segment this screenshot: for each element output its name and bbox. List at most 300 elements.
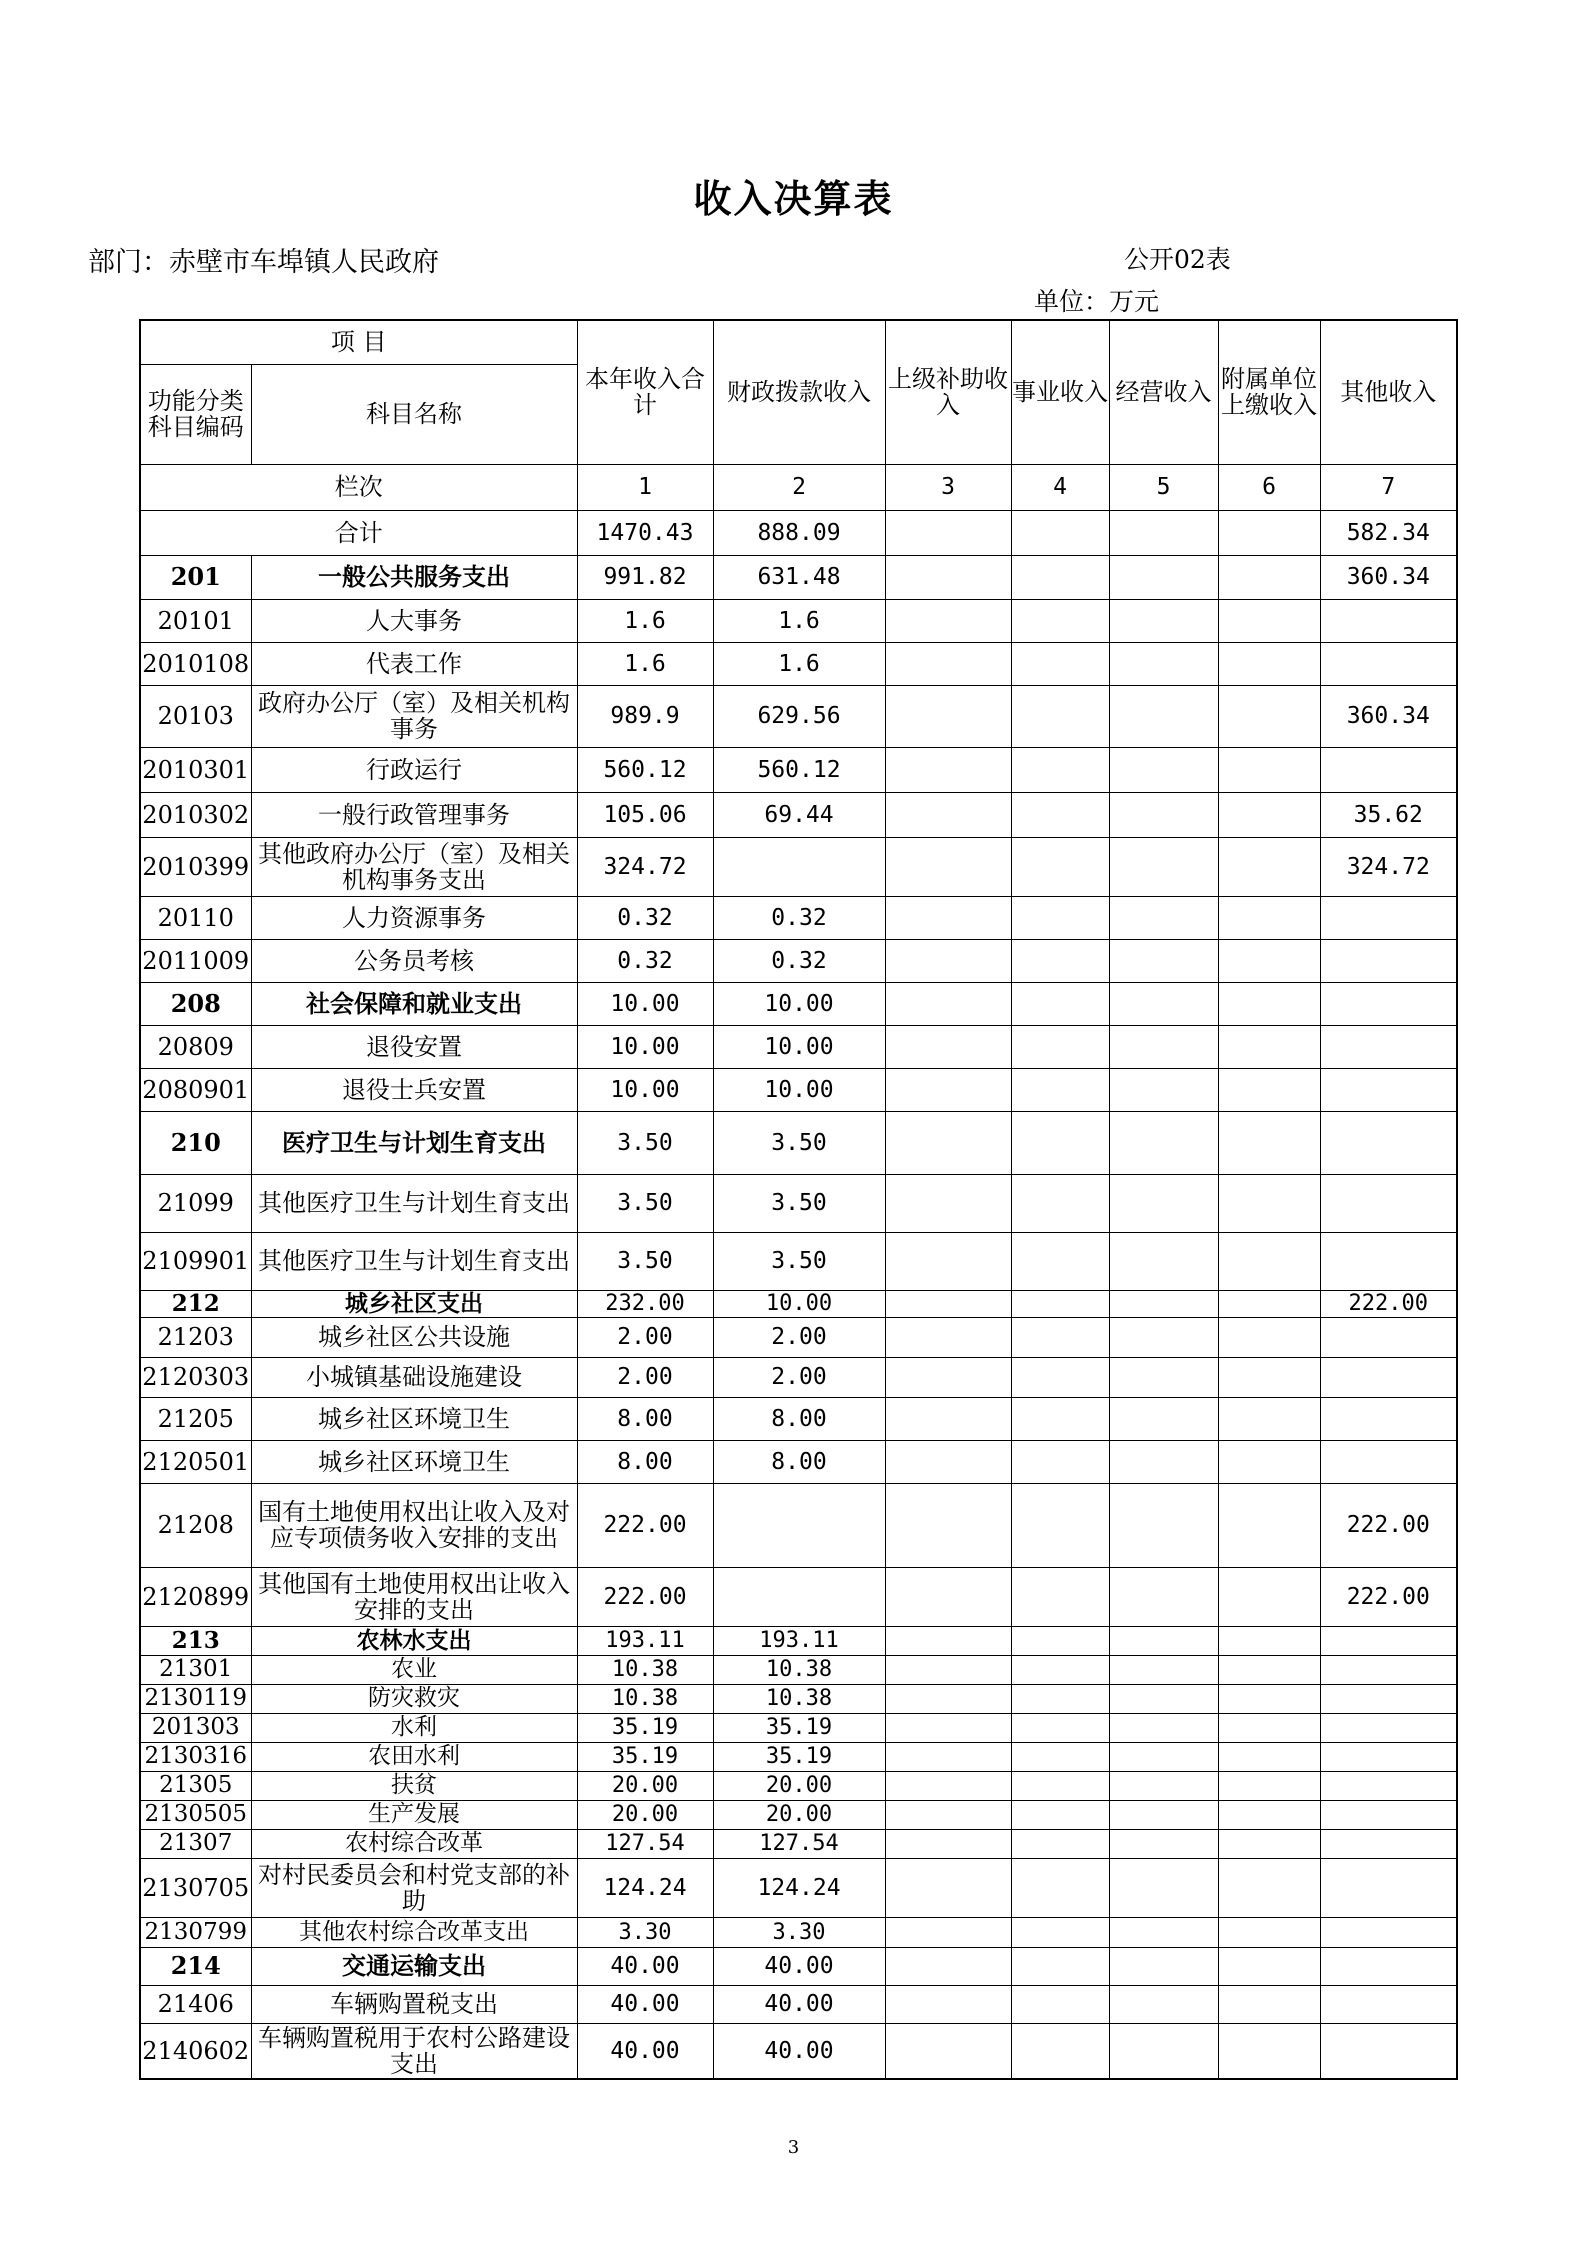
row-value-5	[1109, 1947, 1218, 1985]
row-value-1: 10.38	[577, 1684, 713, 1713]
table-row	[140, 555, 1457, 599]
row-value-6	[1218, 1713, 1320, 1742]
row-value-7	[1320, 1440, 1457, 1483]
table-row	[140, 685, 1457, 747]
table-row	[140, 1111, 1457, 1174]
row-value-6	[1218, 1068, 1320, 1111]
row-value-3	[885, 642, 1011, 685]
header-item: 项 目	[140, 320, 577, 364]
row-code: 210	[140, 1111, 251, 1174]
row-value-4	[1011, 1483, 1109, 1567]
row-name: 退役士兵安置	[251, 1068, 577, 1111]
row-code: 21205	[140, 1397, 251, 1440]
row-value-6	[1218, 1232, 1320, 1290]
row-value-5	[1109, 642, 1218, 685]
row-value-3	[885, 1357, 1011, 1397]
row-value-7	[1320, 1800, 1457, 1829]
row-value-3	[885, 1829, 1011, 1858]
table-row	[140, 1800, 1457, 1829]
row-value-1: 10.00	[577, 1025, 713, 1068]
header-col-7: 其他收入	[1320, 320, 1457, 464]
row-value-5	[1109, 747, 1218, 792]
row-value-1: 40.00	[577, 1985, 713, 2023]
row-value-7	[1320, 747, 1457, 792]
row-value-2: 20.00	[713, 1800, 885, 1829]
row-value-4	[1011, 1713, 1109, 1742]
row-value-3	[885, 1567, 1011, 1626]
row-code: 21305	[140, 1771, 251, 1800]
header-code: 功能分类科目编码	[140, 364, 251, 464]
row-value-4	[1011, 1317, 1109, 1357]
row-value-5	[1109, 1800, 1218, 1829]
row-value-4	[1011, 1357, 1109, 1397]
table-row	[140, 1829, 1457, 1858]
row-name: 小城镇基础设施建设	[251, 1357, 577, 1397]
row-value-3	[885, 792, 1011, 837]
row-value-1: 10.38	[577, 1655, 713, 1684]
total-value-3	[885, 510, 1011, 555]
col-index-5: 5	[1109, 464, 1218, 510]
row-name: 城乡社区支出	[251, 1290, 577, 1317]
page-title: 收入决算表	[693, 177, 894, 221]
row-value-4	[1011, 1917, 1109, 1947]
row-value-4	[1011, 1985, 1109, 2023]
row-value-3	[885, 1626, 1011, 1655]
row-value-6	[1218, 1397, 1320, 1440]
row-value-3	[885, 1713, 1011, 1742]
row-name: 其他农村综合改革支出	[251, 1917, 577, 1947]
row-value-3	[885, 1684, 1011, 1713]
row-value-2: 69.44	[713, 792, 885, 837]
row-value-7: 35.62	[1320, 792, 1457, 837]
header-name: 科目名称	[251, 364, 577, 464]
row-value-5	[1109, 1440, 1218, 1483]
row-name: 对村民委员会和村党支部的补助	[251, 1858, 577, 1917]
row-name: 生产发展	[251, 1800, 577, 1829]
row-value-7: 222.00	[1320, 1483, 1457, 1567]
row-value-1: 20.00	[577, 1800, 713, 1829]
row-value-5	[1109, 1290, 1218, 1317]
row-value-4	[1011, 2023, 1109, 2079]
row-value-3	[885, 1232, 1011, 1290]
row-value-7	[1320, 1025, 1457, 1068]
table-row	[140, 939, 1457, 982]
row-value-4	[1011, 1858, 1109, 1917]
total-row	[140, 510, 1457, 555]
row-value-2: 35.19	[713, 1713, 885, 1742]
row-value-1: 20.00	[577, 1771, 713, 1800]
row-value-3	[885, 1111, 1011, 1174]
row-value-6	[1218, 1025, 1320, 1068]
department-label: 部门：赤壁市车埠镇人民政府	[88, 247, 439, 278]
row-code: 2080901	[140, 1068, 251, 1111]
row-value-2: 2.00	[713, 1357, 885, 1397]
row-value-6	[1218, 1317, 1320, 1357]
row-value-7	[1320, 1068, 1457, 1111]
row-code: 2120899	[140, 1567, 251, 1626]
row-name: 车辆购置税用于农村公路建设支出	[251, 2023, 577, 2079]
row-value-5	[1109, 555, 1218, 599]
row-value-6	[1218, 747, 1320, 792]
table-row	[140, 642, 1457, 685]
row-code: 21099	[140, 1174, 251, 1232]
row-code: 213	[140, 1626, 251, 1655]
row-value-2: 20.00	[713, 1771, 885, 1800]
row-code: 20110	[140, 896, 251, 939]
row-value-4	[1011, 1068, 1109, 1111]
row-value-1: 0.32	[577, 896, 713, 939]
row-value-7	[1320, 939, 1457, 982]
row-name: 一般公共服务支出	[251, 555, 577, 599]
row-value-5	[1109, 1068, 1218, 1111]
row-value-3	[885, 1483, 1011, 1567]
table-row	[140, 1713, 1457, 1742]
header-col-3: 上级补助收入	[885, 320, 1011, 464]
row-value-2: 629.56	[713, 685, 885, 747]
row-value-7	[1320, 1947, 1457, 1985]
row-value-2: 40.00	[713, 1985, 885, 2023]
row-value-1: 8.00	[577, 1440, 713, 1483]
row-value-6	[1218, 1800, 1320, 1829]
row-value-4	[1011, 1232, 1109, 1290]
table-row	[140, 1947, 1457, 1985]
row-name: 城乡社区环境卫生	[251, 1440, 577, 1483]
row-value-5	[1109, 1232, 1218, 1290]
row-value-5	[1109, 2023, 1218, 2079]
row-value-6	[1218, 2023, 1320, 2079]
row-code: 214	[140, 1947, 251, 1985]
row-value-2	[713, 1483, 885, 1567]
row-value-1: 40.00	[577, 2023, 713, 2079]
row-value-3	[885, 1771, 1011, 1800]
row-value-1: 3.50	[577, 1232, 713, 1290]
table-row	[140, 1357, 1457, 1397]
income-final-accounts-table	[139, 319, 1458, 2080]
row-code: 2010399	[140, 837, 251, 896]
row-value-7	[1320, 1397, 1457, 1440]
row-value-2: 8.00	[713, 1397, 885, 1440]
total-value-1: 1470.43	[577, 510, 713, 555]
col-index-label: 栏次	[140, 464, 577, 510]
row-name: 城乡社区公共设施	[251, 1317, 577, 1357]
row-value-2: 2.00	[713, 1317, 885, 1357]
row-value-2: 3.50	[713, 1111, 885, 1174]
row-name: 国有土地使用权出让收入及对应专项债务收入安排的支出	[251, 1483, 577, 1567]
table-row	[140, 1232, 1457, 1290]
row-value-4	[1011, 599, 1109, 642]
row-value-3	[885, 1317, 1011, 1357]
row-value-3	[885, 1397, 1011, 1440]
table-row	[140, 2023, 1457, 2079]
table-row	[140, 747, 1457, 792]
row-value-3	[885, 2023, 1011, 2079]
header-col-1: 本年收入合计	[577, 320, 713, 464]
col-index-6: 6	[1218, 464, 1320, 510]
row-value-5	[1109, 1025, 1218, 1068]
row-value-2: 124.24	[713, 1858, 885, 1917]
row-name: 其他国有土地使用权出让收入安排的支出	[251, 1567, 577, 1626]
row-value-7	[1320, 1742, 1457, 1771]
total-value-2: 888.09	[713, 510, 885, 555]
row-name: 人力资源事务	[251, 896, 577, 939]
row-value-3	[885, 837, 1011, 896]
row-value-2: 3.50	[713, 1174, 885, 1232]
row-value-5	[1109, 1771, 1218, 1800]
table-row	[140, 1025, 1457, 1068]
row-name: 医疗卫生与计划生育支出	[251, 1111, 577, 1174]
row-value-1: 10.00	[577, 1068, 713, 1111]
row-value-4	[1011, 642, 1109, 685]
row-value-6	[1218, 982, 1320, 1025]
row-value-4	[1011, 1829, 1109, 1858]
row-value-2: 10.00	[713, 982, 885, 1025]
row-code: 2120303	[140, 1357, 251, 1397]
table-row	[140, 1626, 1457, 1655]
row-value-4	[1011, 896, 1109, 939]
row-value-1: 127.54	[577, 1829, 713, 1858]
row-name: 行政运行	[251, 747, 577, 792]
row-value-4	[1011, 1025, 1109, 1068]
row-value-7	[1320, 1917, 1457, 1947]
row-value-6	[1218, 1483, 1320, 1567]
row-name: 社会保障和就业支出	[251, 982, 577, 1025]
row-value-7	[1320, 1655, 1457, 1684]
row-value-7	[1320, 1771, 1457, 1800]
row-name: 农村综合改革	[251, 1829, 577, 1858]
row-value-3	[885, 1655, 1011, 1684]
row-value-5	[1109, 1829, 1218, 1858]
row-code: 2120501	[140, 1440, 251, 1483]
row-value-3	[885, 1858, 1011, 1917]
col-index-1: 1	[577, 464, 713, 510]
row-value-6	[1218, 1174, 1320, 1232]
row-value-7: 222.00	[1320, 1567, 1457, 1626]
row-value-6	[1218, 1111, 1320, 1174]
row-value-1: 232.00	[577, 1290, 713, 1317]
row-value-2: 10.00	[713, 1025, 885, 1068]
table-row	[140, 1655, 1457, 1684]
row-value-4	[1011, 1771, 1109, 1800]
header-col-4: 事业收入	[1011, 320, 1109, 464]
row-value-5	[1109, 1858, 1218, 1917]
row-name: 其他政府办公厅（室）及相关机构事务支出	[251, 837, 577, 896]
row-value-4	[1011, 1290, 1109, 1317]
row-value-1: 1.6	[577, 642, 713, 685]
table-row	[140, 1440, 1457, 1483]
row-value-4	[1011, 555, 1109, 599]
row-value-5	[1109, 939, 1218, 982]
row-value-2: 35.19	[713, 1742, 885, 1771]
table-row	[140, 1985, 1457, 2023]
row-name: 防灾救灾	[251, 1684, 577, 1713]
col-index-7: 7	[1320, 464, 1457, 510]
row-name: 交通运输支出	[251, 1947, 577, 1985]
row-value-4	[1011, 1567, 1109, 1626]
row-value-7	[1320, 896, 1457, 939]
row-value-6	[1218, 1357, 1320, 1397]
row-value-1: 105.06	[577, 792, 713, 837]
row-name: 农林水支出	[251, 1626, 577, 1655]
row-value-5	[1109, 792, 1218, 837]
row-value-7: 222.00	[1320, 1290, 1457, 1317]
row-code: 21208	[140, 1483, 251, 1567]
table-row	[140, 1917, 1457, 1947]
row-value-7	[1320, 1174, 1457, 1232]
row-value-1: 35.19	[577, 1713, 713, 1742]
table-row	[140, 837, 1457, 896]
row-value-5	[1109, 896, 1218, 939]
row-name: 一般行政管理事务	[251, 792, 577, 837]
row-value-4	[1011, 1174, 1109, 1232]
row-value-4	[1011, 792, 1109, 837]
row-value-5	[1109, 1713, 1218, 1742]
row-value-1: 3.50	[577, 1174, 713, 1232]
header-col-5: 经营收入	[1109, 320, 1218, 464]
row-value-7	[1320, 1713, 1457, 1742]
table-row	[140, 1684, 1457, 1713]
row-value-4	[1011, 1742, 1109, 1771]
row-code: 2130799	[140, 1917, 251, 1947]
table-row	[140, 1567, 1457, 1626]
row-name: 政府办公厅（室）及相关机构事务	[251, 685, 577, 747]
table-row	[140, 1771, 1457, 1800]
row-code: 212	[140, 1290, 251, 1317]
row-value-5	[1109, 837, 1218, 896]
row-value-1: 989.9	[577, 685, 713, 747]
row-value-2: 10.00	[713, 1290, 885, 1317]
row-value-6	[1218, 1917, 1320, 1947]
row-value-4	[1011, 1800, 1109, 1829]
row-value-2: 631.48	[713, 555, 885, 599]
row-value-3	[885, 685, 1011, 747]
row-value-2: 0.32	[713, 896, 885, 939]
row-name: 农业	[251, 1655, 577, 1684]
row-value-3	[885, 555, 1011, 599]
page-number: 3	[787, 2137, 800, 2158]
row-value-3	[885, 982, 1011, 1025]
table-row	[140, 982, 1457, 1025]
row-value-3	[885, 747, 1011, 792]
row-code: 201303	[140, 1713, 251, 1742]
row-value-5	[1109, 599, 1218, 642]
row-value-3	[885, 939, 1011, 982]
row-value-5	[1109, 1655, 1218, 1684]
row-name: 城乡社区环境卫生	[251, 1397, 577, 1440]
row-value-7	[1320, 1357, 1457, 1397]
header-col-6: 附属单位上缴收入	[1218, 320, 1320, 464]
row-value-3	[885, 1290, 1011, 1317]
row-code: 2010301	[140, 747, 251, 792]
row-value-1: 124.24	[577, 1858, 713, 1917]
row-value-6	[1218, 1440, 1320, 1483]
row-code: 2140602	[140, 2023, 251, 2079]
total-value-7: 582.34	[1320, 510, 1457, 555]
total-value-5	[1109, 510, 1218, 555]
row-name: 农田水利	[251, 1742, 577, 1771]
row-code: 2130316	[140, 1742, 251, 1771]
row-value-4	[1011, 837, 1109, 896]
row-value-2: 8.00	[713, 1440, 885, 1483]
table-row	[140, 1068, 1457, 1111]
row-value-6	[1218, 1858, 1320, 1917]
row-value-2: 40.00	[713, 1947, 885, 1985]
row-value-3	[885, 896, 1011, 939]
row-value-5	[1109, 1397, 1218, 1440]
row-value-3	[885, 1800, 1011, 1829]
row-value-7	[1320, 1858, 1457, 1917]
row-value-1: 193.11	[577, 1626, 713, 1655]
total-label: 合计	[140, 510, 577, 555]
table-row	[140, 1742, 1457, 1771]
row-code: 2010302	[140, 792, 251, 837]
col-index-4: 4	[1011, 464, 1109, 510]
row-code: 20101	[140, 599, 251, 642]
table-row	[140, 792, 1457, 837]
row-value-2: 193.11	[713, 1626, 885, 1655]
row-value-5	[1109, 1742, 1218, 1771]
row-value-1: 40.00	[577, 1947, 713, 1985]
row-value-5	[1109, 1111, 1218, 1174]
row-value-5	[1109, 1174, 1218, 1232]
row-value-7	[1320, 1232, 1457, 1290]
row-name: 水利	[251, 1713, 577, 1742]
row-value-2: 0.32	[713, 939, 885, 982]
row-value-6	[1218, 896, 1320, 939]
row-value-7: 324.72	[1320, 837, 1457, 896]
row-value-7	[1320, 1111, 1457, 1174]
row-value-7	[1320, 1985, 1457, 2023]
row-name: 公务员考核	[251, 939, 577, 982]
row-code: 208	[140, 982, 251, 1025]
total-value-6	[1218, 510, 1320, 555]
row-value-2: 3.30	[713, 1917, 885, 1947]
row-value-2: 1.6	[713, 599, 885, 642]
row-code: 2130119	[140, 1684, 251, 1713]
row-value-6	[1218, 1567, 1320, 1626]
row-value-1: 3.50	[577, 1111, 713, 1174]
col-index-2: 2	[713, 464, 885, 510]
row-value-1: 1.6	[577, 599, 713, 642]
row-value-3	[885, 1742, 1011, 1771]
row-name: 其他医疗卫生与计划生育支出	[251, 1174, 577, 1232]
row-value-4	[1011, 1684, 1109, 1713]
row-code: 2010108	[140, 642, 251, 685]
row-value-1: 222.00	[577, 1483, 713, 1567]
row-value-6	[1218, 1655, 1320, 1684]
row-value-3	[885, 1174, 1011, 1232]
row-value-3	[885, 1917, 1011, 1947]
row-value-2: 10.00	[713, 1068, 885, 1111]
row-value-1: 324.72	[577, 837, 713, 896]
unit-label: 单位：万元	[1034, 287, 1160, 316]
row-value-6	[1218, 685, 1320, 747]
row-value-7: 360.34	[1320, 685, 1457, 747]
row-value-5	[1109, 685, 1218, 747]
row-code: 21203	[140, 1317, 251, 1357]
row-value-6	[1218, 792, 1320, 837]
row-value-2: 10.38	[713, 1684, 885, 1713]
table-row	[140, 1858, 1457, 1917]
row-value-2	[713, 1567, 885, 1626]
row-value-1: 991.82	[577, 555, 713, 599]
row-code: 21406	[140, 1985, 251, 2023]
row-value-4	[1011, 1626, 1109, 1655]
row-value-5	[1109, 1567, 1218, 1626]
row-value-6	[1218, 555, 1320, 599]
row-value-3	[885, 1025, 1011, 1068]
row-code: 201	[140, 555, 251, 599]
row-name: 退役安置	[251, 1025, 577, 1068]
